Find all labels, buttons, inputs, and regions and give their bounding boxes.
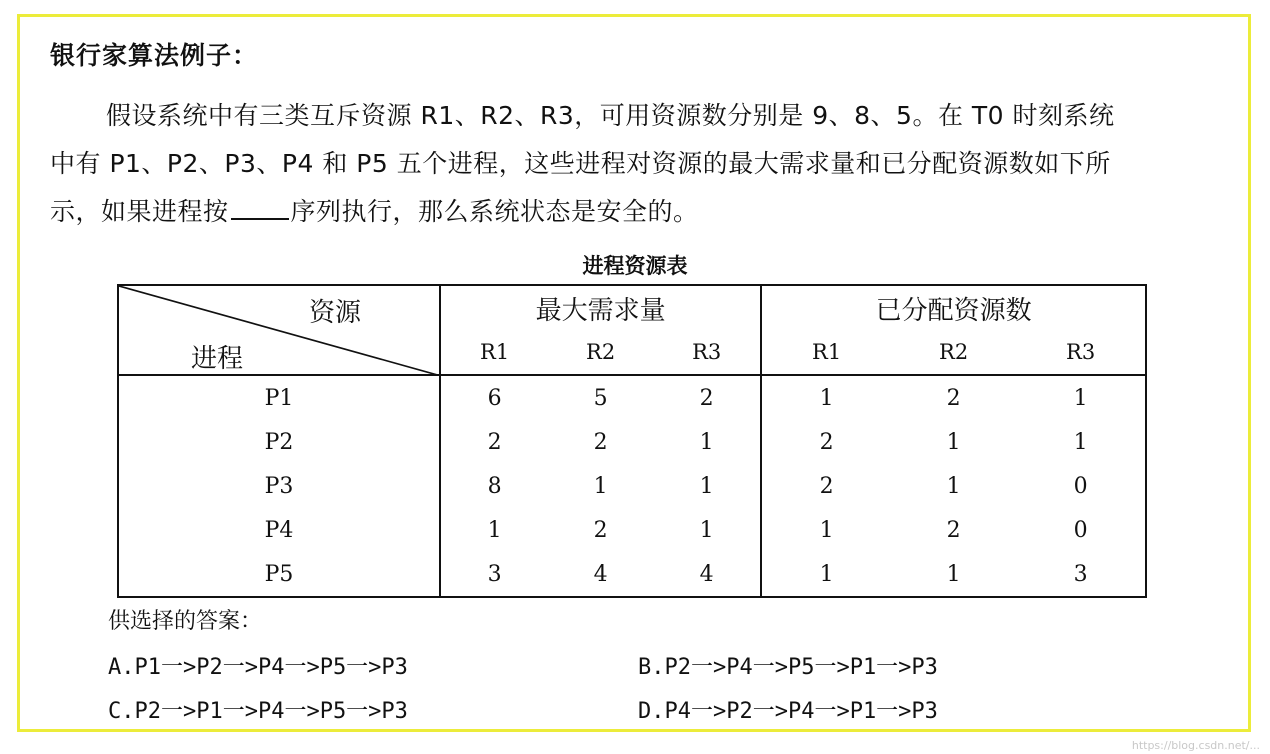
alloc-cell: 1 bbox=[946, 429, 961, 455]
max-cell: 1 bbox=[699, 429, 714, 455]
max-cell: 1 bbox=[593, 473, 608, 499]
page-title: 银行家算法例子： bbox=[50, 41, 259, 70]
alloc-cell: 1 bbox=[761, 508, 891, 552]
table-header-row bbox=[118, 285, 1146, 330]
corner-cell bbox=[118, 285, 440, 375]
max-cell: 5 bbox=[593, 385, 608, 411]
alloc-cell: 2 bbox=[946, 385, 961, 411]
subheader-cell: R3 bbox=[692, 340, 722, 364]
alloc-cell: 0 bbox=[1073, 517, 1088, 543]
max-cell: 4 bbox=[699, 561, 714, 587]
paragraph-line-3-before: 示，如果进程按 bbox=[50, 197, 229, 226]
resource-table bbox=[117, 284, 1147, 598]
paragraph-line-1: 假设系统中有三类互斥资源 R1、R2、R3，可用资源数分别是 9、8、5。在 T0 时刻系统 bbox=[106, 101, 1115, 130]
max-cell: 2 bbox=[593, 517, 608, 543]
paragraph-line-2: 中有 P1、P2、P3、P4 和 P5 五个进程，这些进程对资源的最大需求量和已分配资源数如下所 bbox=[50, 149, 1111, 178]
alloc-cell: 1 bbox=[946, 473, 961, 499]
max-cell: 1 bbox=[699, 517, 714, 543]
max-cell: 1 bbox=[440, 508, 548, 552]
paragraph-line-3 bbox=[50, 188, 1230, 236]
alloc-cell: 1 bbox=[946, 561, 961, 587]
corner-label-resource: 资源 bbox=[309, 298, 362, 328]
subheader-cell: R2 bbox=[939, 340, 969, 364]
max-cell: 2 bbox=[699, 385, 714, 411]
process-cell: P4 bbox=[264, 517, 294, 543]
table-row bbox=[118, 375, 1146, 420]
subheader-cell: R1 bbox=[761, 330, 891, 375]
subheader-cell: R1 bbox=[440, 330, 548, 375]
process-cell: P2 bbox=[264, 429, 294, 455]
problem-paragraph bbox=[50, 92, 1230, 236]
alloc-cell: 3 bbox=[1073, 561, 1088, 587]
corner-label-process: 进程 bbox=[191, 344, 244, 374]
alloc-cell: 0 bbox=[1073, 473, 1088, 499]
answer-option-d: D.P4一>P2一>P4一>P1一>P3 bbox=[638, 699, 938, 724]
process-cell: P5 bbox=[264, 561, 294, 587]
answer-blank bbox=[231, 194, 289, 220]
max-cell: 8 bbox=[440, 464, 548, 508]
alloc-cell: 2 bbox=[761, 420, 891, 464]
answer-option-c: C.P2一>P1一>P4一>P5一>P3 bbox=[108, 699, 408, 724]
max-cell: 1 bbox=[699, 473, 714, 499]
alloc-cell: 2 bbox=[946, 517, 961, 543]
answers-title: 供选择的答案： bbox=[108, 609, 263, 634]
alloc-cell: 1 bbox=[761, 552, 891, 597]
answer-option-a: A.P1一>P2一>P4一>P5一>P3 bbox=[108, 655, 408, 680]
table-row bbox=[118, 508, 1146, 552]
max-cell: 3 bbox=[440, 552, 548, 597]
group-header-max: 最大需求量 bbox=[440, 285, 761, 330]
alloc-cell: 1 bbox=[1073, 429, 1088, 455]
max-cell: 2 bbox=[440, 420, 548, 464]
diagonal-line bbox=[119, 286, 441, 376]
alloc-cell: 1 bbox=[1073, 385, 1088, 411]
process-cell: P3 bbox=[264, 473, 294, 499]
max-cell: 6 bbox=[440, 375, 548, 420]
table-row bbox=[118, 420, 1146, 464]
max-cell: 2 bbox=[593, 429, 608, 455]
table-caption: 进程资源表 bbox=[582, 254, 688, 278]
subheader-cell: R3 bbox=[1066, 340, 1096, 364]
alloc-cell: 1 bbox=[761, 375, 891, 420]
alloc-cell: 2 bbox=[761, 464, 891, 508]
answer-option-b: B.P2一>P4一>P5一>P1一>P3 bbox=[638, 655, 938, 680]
process-cell: P1 bbox=[264, 385, 294, 411]
table-row bbox=[118, 464, 1146, 508]
paragraph-line-3-after: 序列执行，那么系统状态是安全的。 bbox=[290, 197, 699, 226]
table-row bbox=[118, 552, 1146, 597]
group-header-alloc: 已分配资源数 bbox=[761, 285, 1146, 330]
subheader-cell: R2 bbox=[586, 340, 616, 364]
watermark: https://blog.csdn.net/... bbox=[1131, 739, 1260, 752]
max-cell: 4 bbox=[593, 561, 608, 587]
